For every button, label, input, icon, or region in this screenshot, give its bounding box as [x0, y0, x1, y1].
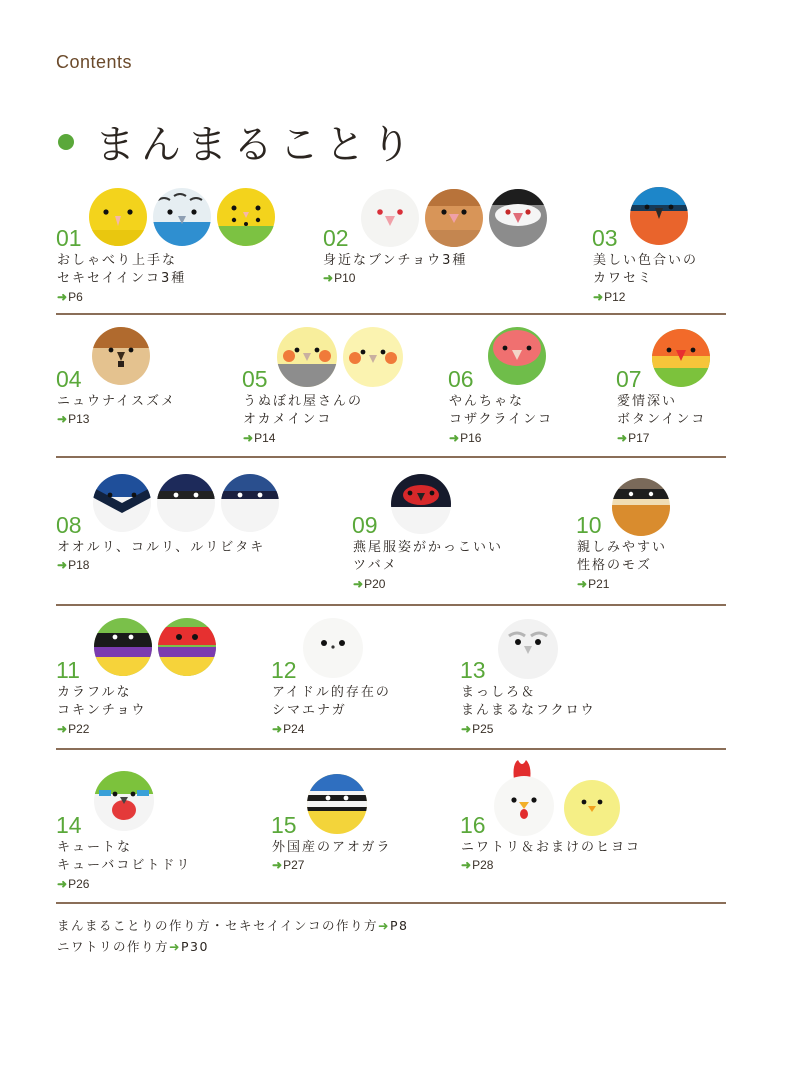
chicken-chick-illustration	[492, 754, 628, 838]
entry-number: 14	[56, 812, 82, 838]
entry-title-line2: シマエナガ	[272, 703, 347, 718]
page-link[interactable]: ➜P20	[353, 577, 386, 591]
cuban-tody-illustration	[93, 770, 155, 832]
entry-title-line1: 愛情深い	[617, 394, 678, 409]
blue-flycatcher-illustration	[92, 473, 280, 533]
entry-title-line2: コザクラインコ	[449, 412, 554, 427]
page-link[interactable]: ➜P10	[323, 271, 356, 285]
page-link[interactable]: ➜P27	[272, 858, 305, 872]
entry-title-line2: オカメインコ	[243, 412, 333, 427]
entry-title-line1: 美しい色合いの	[593, 253, 699, 268]
entry-title-line2: コキンチョウ	[57, 703, 147, 718]
entry-title-line2: カワセミ	[593, 271, 654, 286]
entry-title-line1: オオルリ、コルリ、ルリビタキ	[57, 540, 266, 555]
entry-title-line1: ニワトリ＆おまけのヒヨコ	[461, 840, 642, 855]
entry-number: 01	[56, 225, 82, 251]
entry-number: 07	[616, 366, 642, 392]
page-link[interactable]: ➜P21	[577, 577, 610, 591]
arrow-right-icon: ➜	[243, 431, 254, 445]
budgerigar-illustration	[88, 186, 278, 248]
entry-number: 06	[448, 366, 474, 392]
entry-number: 15	[271, 812, 297, 838]
swallow-illustration	[390, 473, 452, 535]
footer-page-link[interactable]: P8	[390, 918, 409, 933]
owl-illustration	[497, 618, 559, 680]
page-link[interactable]: ➜P18	[57, 558, 90, 572]
entry-title-line1: 外国産のアオガラ	[272, 840, 392, 855]
entry-title-line1: ニュウナイスズメ	[57, 394, 176, 409]
lovebird-illustration	[487, 326, 547, 386]
entry-title-line1: 燕尾服姿がかっこいい	[353, 540, 504, 555]
page-link[interactable]: ➜P22	[57, 722, 90, 736]
entry-title-line1: まっしろ＆	[461, 685, 537, 700]
fischers-lovebird-illustration	[651, 328, 711, 388]
footer-line-2: ニワトリの作り方➜P30	[57, 939, 209, 954]
entry-title-line2: ツバメ	[353, 558, 398, 573]
arrow-right-icon: ➜	[272, 722, 283, 736]
gouldian-finch-illustration	[93, 617, 217, 677]
footer-line-1: まんまることりの作り方・セキセイインコの作り方➜P8	[57, 918, 409, 933]
arrow-right-icon: ➜	[461, 722, 472, 736]
arrow-right-icon: ➜	[169, 939, 181, 954]
entry-number: 05	[242, 366, 268, 392]
entry-title-line2: ボタンインコ	[617, 412, 707, 427]
arrow-right-icon: ➜	[449, 431, 460, 445]
shrike-illustration	[611, 477, 671, 537]
arrow-right-icon: ➜	[577, 577, 588, 591]
footer-page-link[interactable]: P30	[181, 939, 209, 954]
arrow-right-icon: ➜	[57, 722, 68, 736]
divider	[56, 456, 726, 458]
entry-number: 03	[592, 225, 618, 251]
page-link[interactable]: ➜P12	[593, 290, 626, 304]
blue-tit-illustration	[306, 773, 368, 835]
contents-heading: Contents	[56, 52, 133, 72]
java-sparrow-illustration	[358, 188, 550, 248]
entry-number: 09	[352, 512, 378, 538]
entry-title-line1: 身近なブンチョウ3種	[323, 253, 468, 268]
page-link[interactable]: ➜P24	[272, 722, 305, 736]
entry-title-line1: カラフルな	[57, 685, 132, 700]
divider	[56, 313, 726, 315]
divider	[56, 902, 726, 904]
arrow-right-icon: ➜	[323, 271, 334, 285]
kingfisher-illustration	[629, 186, 689, 246]
page-link[interactable]: ➜P13	[57, 412, 90, 426]
arrow-right-icon: ➜	[57, 290, 68, 304]
entry-number: 12	[271, 657, 297, 683]
entry-title-line2: まんまるなフクロウ	[461, 703, 596, 718]
entry-number: 11	[56, 657, 80, 683]
section-title: まんまることり	[95, 122, 417, 168]
divider	[56, 604, 726, 606]
entry-number: 04	[56, 366, 82, 392]
russet-sparrow-illustration	[91, 326, 151, 386]
arrow-right-icon: ➜	[353, 577, 364, 591]
arrow-right-icon: ➜	[378, 918, 390, 933]
entry-title-line1: やんちゃな	[449, 394, 525, 409]
arrow-right-icon: ➜	[461, 858, 472, 872]
entry-title-line1: おしゃべり上手な	[57, 253, 178, 268]
page-link[interactable]: ➜P28	[461, 858, 494, 872]
entry-title-line2: セキセイインコ3種	[57, 271, 187, 286]
entry-title-line1: うぬぼれ屋さんの	[243, 394, 364, 409]
bullet-dot-icon	[58, 134, 74, 150]
arrow-right-icon: ➜	[57, 877, 68, 891]
entry-title-line1: キュートな	[57, 840, 133, 855]
page-link[interactable]: ➜P6	[57, 290, 83, 304]
entry-title-line2: キューバコビトドリ	[57, 858, 192, 873]
page-link[interactable]: ➜P16	[449, 431, 482, 445]
entry-title-line1: 親しみやすい	[577, 540, 668, 555]
arrow-right-icon: ➜	[617, 431, 628, 445]
entry-number: 16	[460, 812, 486, 838]
entry-title-line1: アイドル的存在の	[272, 685, 391, 700]
arrow-right-icon: ➜	[272, 858, 283, 872]
arrow-right-icon: ➜	[57, 412, 68, 426]
divider	[56, 748, 726, 750]
entry-number: 08	[56, 512, 82, 538]
arrow-right-icon: ➜	[57, 558, 68, 572]
page-link[interactable]: ➜P25	[461, 722, 494, 736]
entry-title-line2: 性格のモズ	[577, 558, 653, 573]
page-link[interactable]: ➜P14	[243, 431, 276, 445]
entry-number: 10	[576, 512, 602, 538]
entry-number: 13	[460, 657, 486, 683]
page-link[interactable]: ➜P17	[617, 431, 650, 445]
entry-number: 02	[323, 225, 349, 251]
page-link[interactable]: ➜P26	[57, 877, 90, 891]
cockatiel-illustration	[275, 326, 405, 388]
arrow-right-icon: ➜	[593, 290, 604, 304]
long-tailed-tit-illustration	[302, 617, 364, 679]
